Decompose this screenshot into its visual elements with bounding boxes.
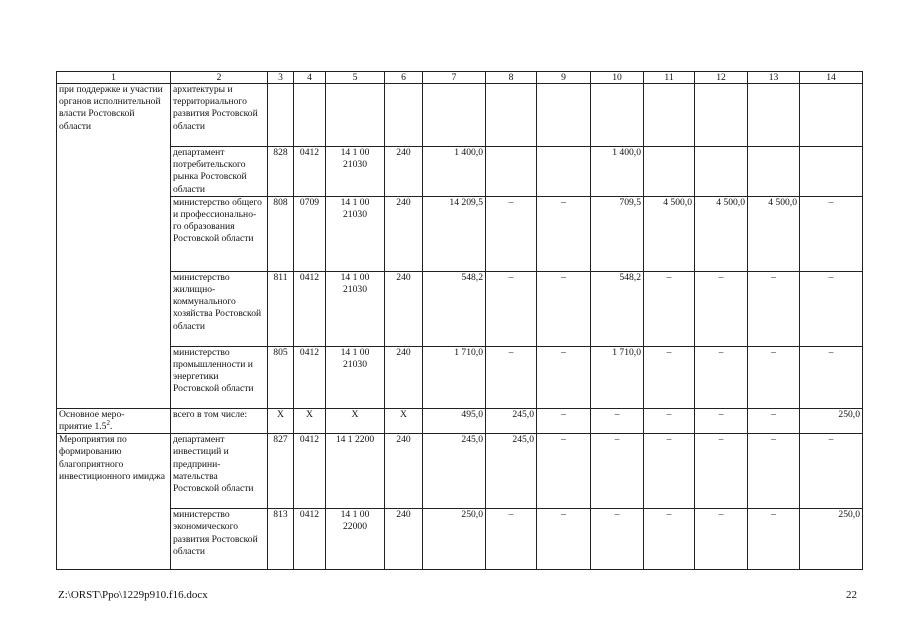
table-cell: 709,5	[591, 196, 644, 271]
table-cell: –	[486, 271, 537, 346]
header-cell: 11	[644, 72, 695, 84]
table-cell	[268, 84, 294, 147]
table-cell: 240	[385, 196, 423, 271]
table-cell	[695, 147, 748, 197]
table-cell: 1 400,0	[591, 147, 644, 197]
column-number-row	[57, 72, 863, 84]
table-row	[57, 84, 863, 147]
table-cell: 0412	[294, 271, 326, 346]
table-cell	[537, 147, 591, 197]
table-cell	[695, 84, 748, 147]
table-cell: 14 1 00 21030	[326, 271, 385, 346]
table-row	[57, 271, 863, 346]
table-cell: 14 1 00 21030	[326, 196, 385, 271]
table-cell	[385, 84, 423, 147]
table-cell: –	[800, 196, 863, 271]
table-cell: 14 1 00 21030	[326, 147, 385, 197]
table-cell: 0709	[294, 196, 326, 271]
table-cell: 14 1 00 22000	[326, 509, 385, 570]
table-cell: –	[537, 271, 591, 346]
table-cell: 828	[268, 147, 294, 197]
table-cell: 0412	[294, 147, 326, 197]
header-cell: 4	[294, 72, 326, 84]
table-cell	[486, 84, 537, 147]
executor-cell: архитектуры и территориального развития Ростовской области	[171, 84, 268, 147]
page-number: 22	[846, 589, 857, 601]
table-cell: –	[537, 196, 591, 271]
table-cell: –	[591, 408, 644, 433]
table-cell: 14 209,5	[423, 196, 486, 271]
table-cell: 250,0	[423, 509, 486, 570]
executor-cell: министерство жилищно- коммунального хозяйства Ростовской области	[171, 271, 268, 346]
footnote-mark: 2	[106, 418, 110, 427]
executor-cell: департамент потребительского рынка Ростовской области	[171, 147, 268, 197]
table-cell	[486, 147, 537, 197]
table-cell: 4 500,0	[748, 196, 800, 271]
table-cell	[748, 147, 800, 197]
table-cell: –	[800, 346, 863, 408]
table-cell	[644, 84, 695, 147]
header-cell: 1	[57, 72, 171, 84]
main-activity-title-cell	[57, 408, 171, 433]
table-cell: 250,0	[800, 509, 863, 570]
table-cell: –	[748, 434, 800, 509]
header-cell: 3	[268, 72, 294, 84]
table-cell: Х	[326, 408, 385, 433]
table-cell: 240	[385, 271, 423, 346]
table-cell	[326, 84, 385, 147]
table-cell	[591, 84, 644, 147]
main-activity-title: Основное меро- приятие 1.5	[59, 408, 125, 433]
table-cell: –	[695, 509, 748, 570]
table-cell: –	[644, 271, 695, 346]
table-cell: –	[644, 434, 695, 509]
table-cell: –	[748, 346, 800, 408]
header-cell: 9	[537, 72, 591, 84]
table-cell: 827	[268, 434, 294, 509]
table-cell: –	[537, 408, 591, 433]
executor-cell: министерство экономического развития Ростовской области	[171, 509, 268, 570]
table-cell: –	[748, 509, 800, 570]
table-cell: 240	[385, 509, 423, 570]
table-row	[57, 147, 863, 197]
table-cell: 245,0	[423, 434, 486, 509]
header-cell: 7	[423, 72, 486, 84]
table-cell: 4 500,0	[695, 196, 748, 271]
table-cell: Х	[385, 408, 423, 433]
table-cell: –	[800, 434, 863, 509]
header-cell: 13	[748, 72, 800, 84]
measure-description-cell: Мероприятия по формированию благоприятного инвестиционного имиджа	[57, 434, 171, 570]
header-cell: 12	[695, 72, 748, 84]
table-cell: –	[486, 196, 537, 271]
table-cell: –	[537, 434, 591, 509]
table-cell: 245,0	[486, 408, 537, 433]
table-cell: –	[695, 434, 748, 509]
header-cell: 6	[385, 72, 423, 84]
document-file-path: Z:\ORST\Ppo\1229p910.f16.docx	[58, 589, 208, 601]
table-cell	[423, 84, 486, 147]
table-cell: 548,2	[591, 271, 644, 346]
table-cell	[537, 84, 591, 147]
executor-cell: министерство промышленности и энергетики Ростовской области	[171, 346, 268, 408]
header-cell: 8	[486, 72, 537, 84]
table-cell	[294, 84, 326, 147]
table-cell: 250,0	[800, 408, 863, 433]
table-cell: –	[644, 346, 695, 408]
measure-description-cell: при поддержке и участии органов исполнительной власти Ростовской области	[57, 84, 171, 409]
table-cell: 1 710,0	[591, 346, 644, 408]
table-cell: 805	[268, 346, 294, 408]
table-cell: –	[486, 346, 537, 408]
table-row	[57, 408, 863, 433]
table-cell: –	[695, 408, 748, 433]
table-cell: –	[537, 509, 591, 570]
table-cell: –	[695, 346, 748, 408]
table-cell: 548,2	[423, 271, 486, 346]
header-cell: 5	[326, 72, 385, 84]
table-cell: –	[748, 271, 800, 346]
table-row	[57, 434, 863, 509]
table-cell: Х	[294, 408, 326, 433]
table-cell	[644, 147, 695, 197]
table-cell: 1 710,0	[423, 346, 486, 408]
executor-cell: департамент инвестиций и предприни- мательства Ростовской области	[171, 434, 268, 509]
table-cell: –	[800, 271, 863, 346]
table-cell: 808	[268, 196, 294, 271]
table-cell: –	[537, 346, 591, 408]
table-cell: 14 1 2200	[326, 434, 385, 509]
table-cell	[800, 147, 863, 197]
table-cell: 1 400,0	[423, 147, 486, 197]
table-row	[57, 509, 863, 570]
header-cell: 14	[800, 72, 863, 84]
table-cell: –	[591, 434, 644, 509]
table-cell: Х	[268, 408, 294, 433]
table-cell: 813	[268, 509, 294, 570]
executor-cell: всего в том числе:	[171, 408, 268, 433]
title-period: .	[109, 421, 113, 433]
table-row	[57, 346, 863, 408]
table-cell: –	[748, 408, 800, 433]
table-cell	[748, 84, 800, 147]
table-cell: –	[486, 509, 537, 570]
table-cell: –	[644, 509, 695, 570]
table-row	[57, 196, 863, 271]
table-cell: 495,0	[423, 408, 486, 433]
table-cell	[800, 84, 863, 147]
table-cell: 240	[385, 434, 423, 509]
table-cell: 0412	[294, 346, 326, 408]
table-cell: 245,0	[486, 434, 537, 509]
executor-cell: министерство общего и профессионально- го образования Ростовской области	[171, 196, 268, 271]
table-cell: –	[591, 509, 644, 570]
table-cell: 14 1 00 21030	[326, 346, 385, 408]
header-cell: 10	[591, 72, 644, 84]
table-cell: 240	[385, 147, 423, 197]
table-cell: 240	[385, 346, 423, 408]
table-cell: –	[695, 271, 748, 346]
table-cell: 4 500,0	[644, 196, 695, 271]
header-cell: 2	[171, 72, 268, 84]
table-cell: 0412	[294, 509, 326, 570]
table-cell: –	[644, 408, 695, 433]
table-cell: 0412	[294, 434, 326, 509]
budget-table	[56, 71, 863, 570]
table-cell: 811	[268, 271, 294, 346]
